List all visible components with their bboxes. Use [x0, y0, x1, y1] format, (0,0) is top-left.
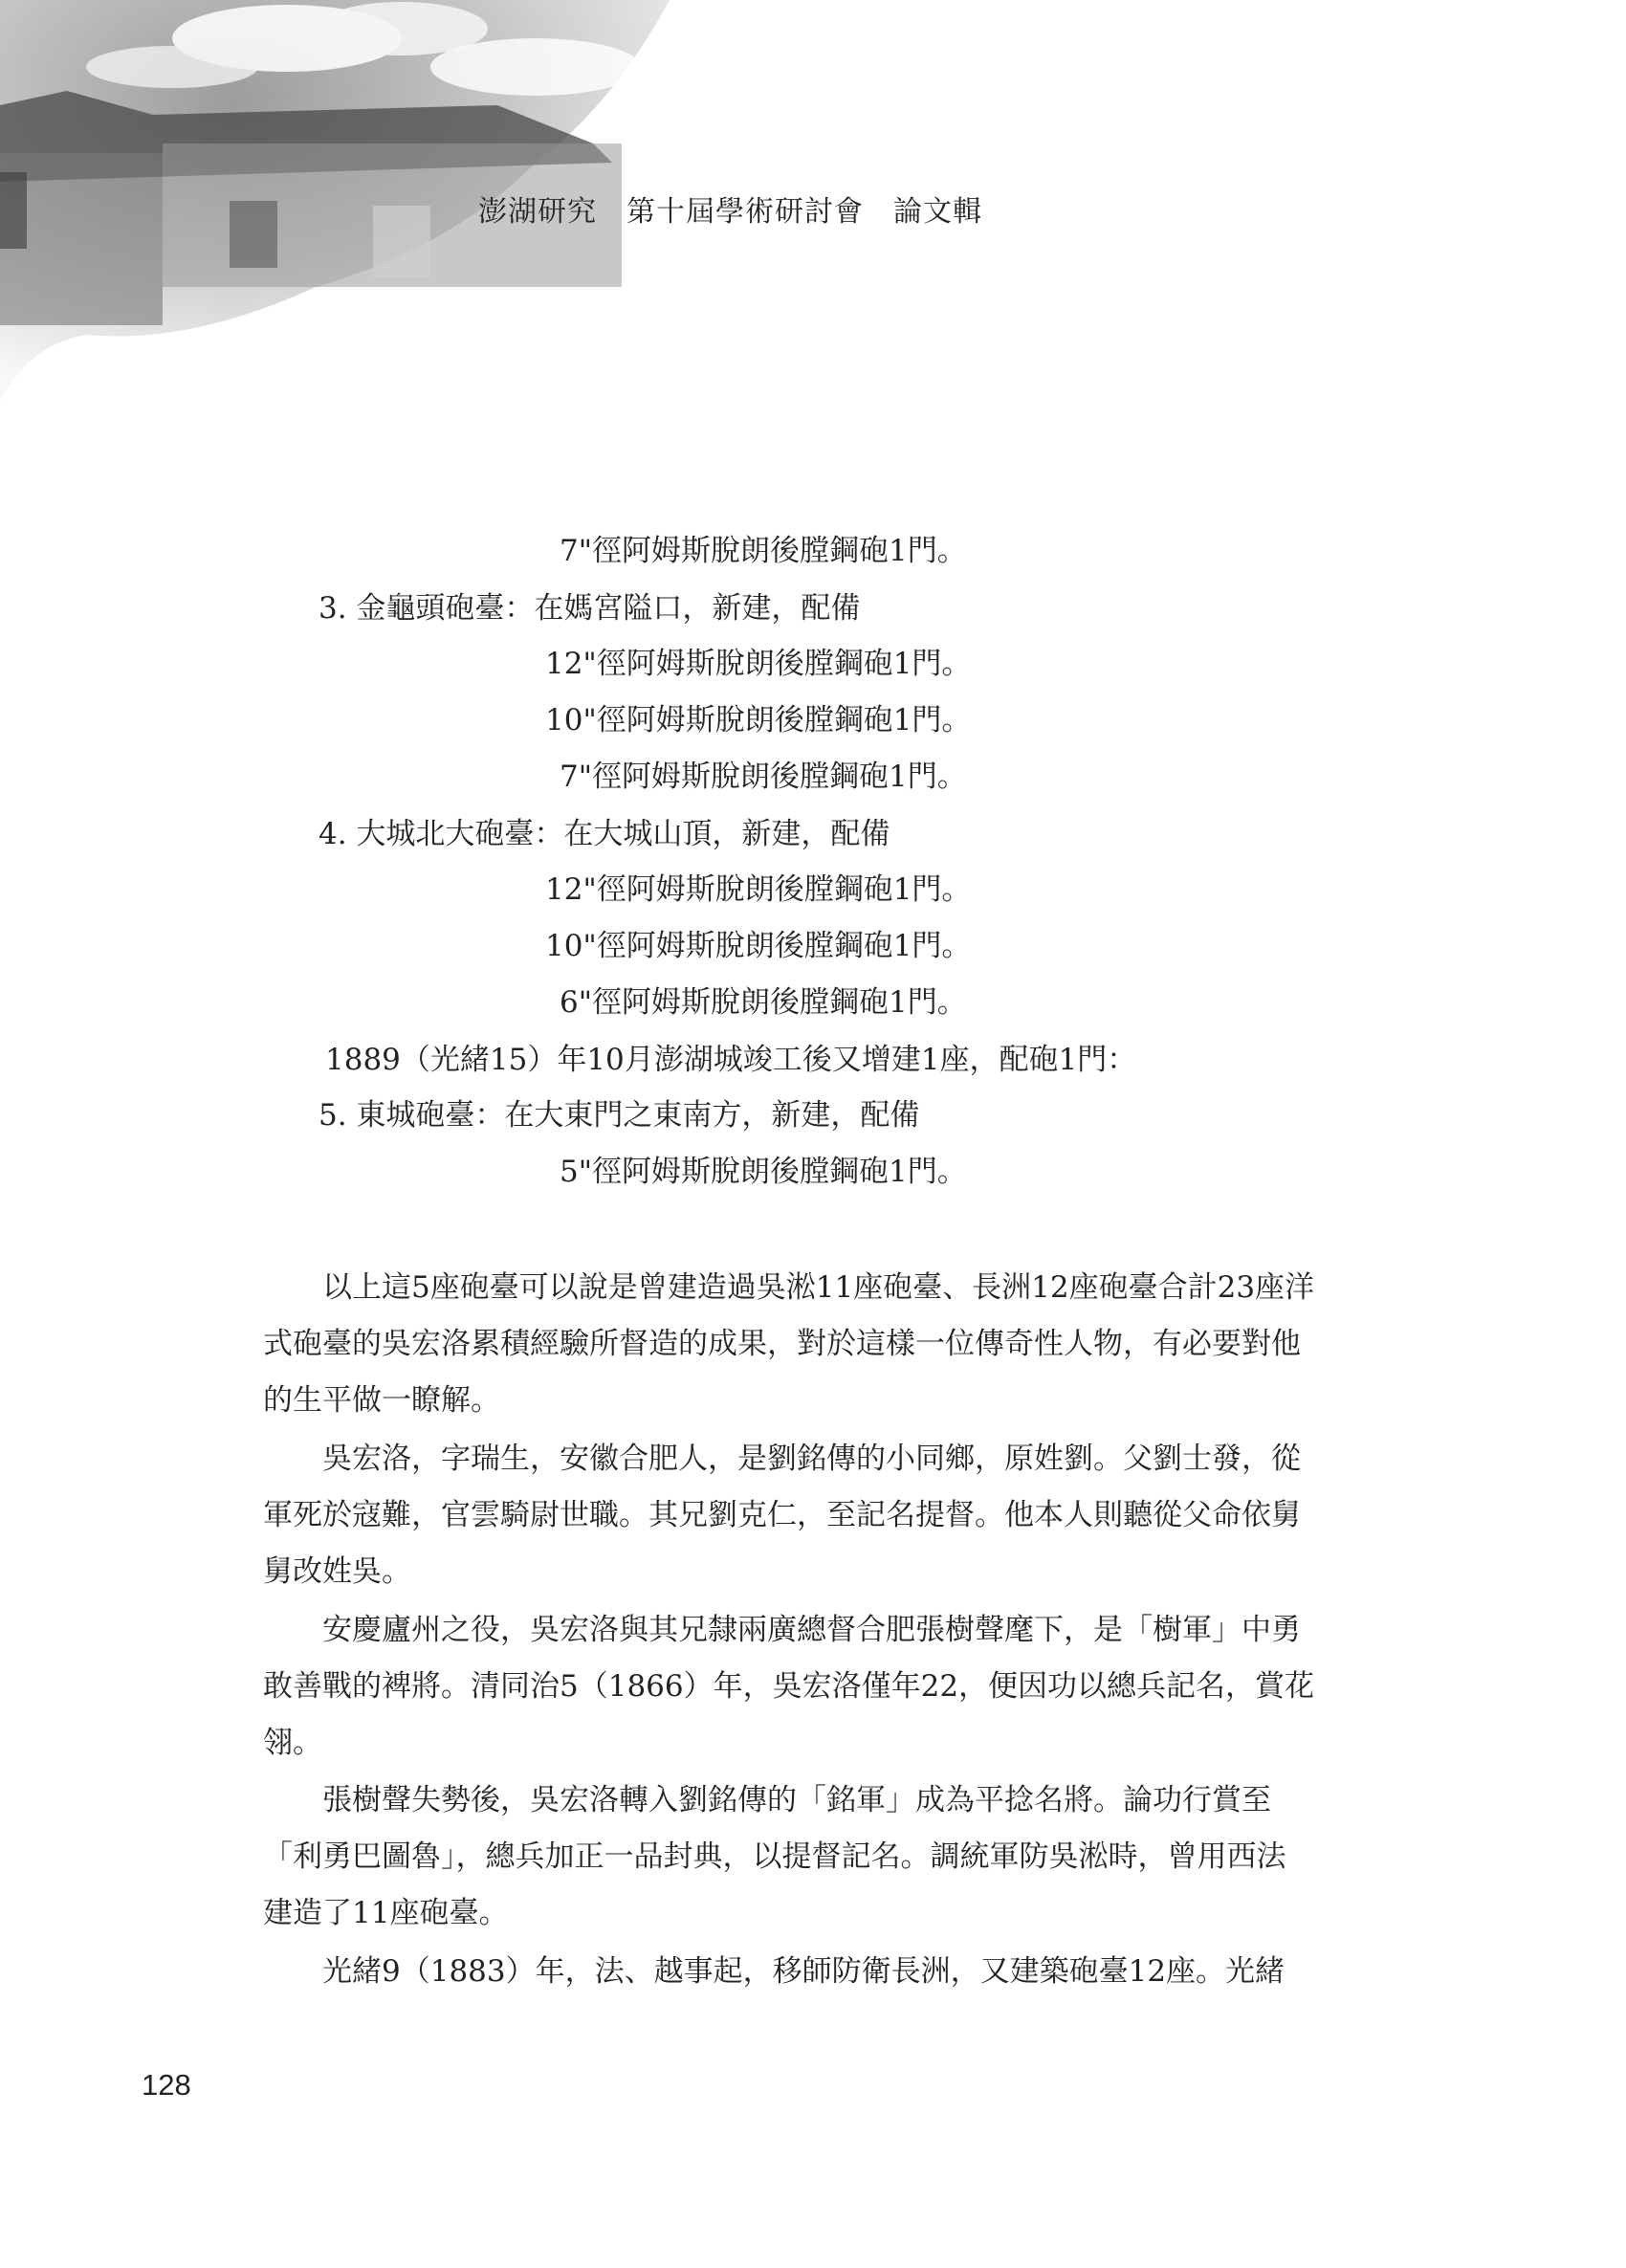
list-heading: 4. 大城北大砲臺：在大城山頂，新建，配備 — [319, 817, 890, 851]
body-paragraph — [263, 1260, 1368, 1429]
body-paragraph — [263, 1944, 1368, 2000]
paragraph-line: 建造了11座砲臺。 — [263, 1896, 509, 1930]
paragraph-line: 光緒9（1883）年，法、越事起，移師防衛長洲，又建築砲臺12座。光緒 — [322, 1954, 1285, 1989]
paragraph-line: 「利勇巴圖魯」，總兵加正一品封典，以提督記名。調統軍防吳淞時，曾用西法 — [263, 1839, 1286, 1874]
paragraph-line: 式砲臺的吳宏洛累積經驗所督造的成果，對於這樣一位傳奇性人物，有必要對他 — [263, 1327, 1301, 1361]
list-note: 1889（光緒15）年10月澎湖城竣工後又增建1座，配砲1門： — [325, 1043, 1137, 1077]
page-number: 128 — [142, 2068, 191, 2102]
running-header: 澎湖研究 第十屆學術研討會 論文輯 — [478, 195, 982, 229]
body-paragraph — [263, 1773, 1368, 1942]
paragraph-line: 以上這5座砲臺可以說是曾建造過吳淞11座砲臺、長洲12座砲臺合計23座洋 — [322, 1270, 1315, 1305]
list-line: 7"徑阿姆斯脫朗後膛鋼砲1門。 — [560, 760, 967, 794]
list-line: 12"徑阿姆斯脫朗後膛鋼砲1門。 — [545, 647, 972, 681]
list-line: 6"徑阿姆斯脫朗後膛鋼砲1門。 — [560, 985, 967, 1020]
list-line: 10"徑阿姆斯脫朗後膛鋼砲1門。 — [545, 929, 972, 963]
list-line: 5"徑阿姆斯脫朗後膛鋼砲1門。 — [560, 1155, 967, 1189]
list-heading: 5. 東城砲臺：在大東門之東南方，新建，配備 — [319, 1098, 920, 1133]
paragraph-line: 的生平做一瞭解。 — [263, 1383, 500, 1418]
list-heading: 3. 金龜頭砲臺：在媽宮隘口，新建，配備 — [319, 591, 861, 626]
body-paragraph — [263, 1431, 1368, 1600]
paragraph-line: 軍死於寇難，官雲騎尉世職。其兄劉克仁，至記名提督。他本人則聽從父命依舅 — [263, 1498, 1301, 1532]
list-line: 7"徑阿姆斯脫朗後膛鋼砲1門。 — [560, 534, 967, 568]
paragraph-line: 舅改姓吳。 — [263, 1554, 411, 1589]
paragraph-line: 吳宏洛，字瑞生，安徽合肥人，是劉銘傳的小同鄉，原姓劉。父劉士發，從 — [322, 1442, 1301, 1476]
list-line: 12"徑阿姆斯脫朗後膛鋼砲1門。 — [545, 872, 972, 907]
paragraph-line: 翎。 — [263, 1726, 322, 1760]
list-line: 10"徑阿姆斯脫朗後膛鋼砲1門。 — [545, 703, 972, 738]
paragraph-line: 張樹聲失勢後，吳宏洛轉入劉銘傳的「銘軍」成為平捻名將。論功行賞至 — [322, 1783, 1271, 1817]
paragraph-line: 敢善戰的裨將。清同治5（1866）年，吳宏洛僅年22，便因功以總兵記名，賞花 — [263, 1669, 1315, 1704]
body-paragraph — [263, 1602, 1368, 1772]
paragraph-line: 安慶廬州之役，吳宏洛與其兄隸兩廣總督合肥張樹聲麾下，是「樹軍」中勇 — [322, 1613, 1301, 1647]
